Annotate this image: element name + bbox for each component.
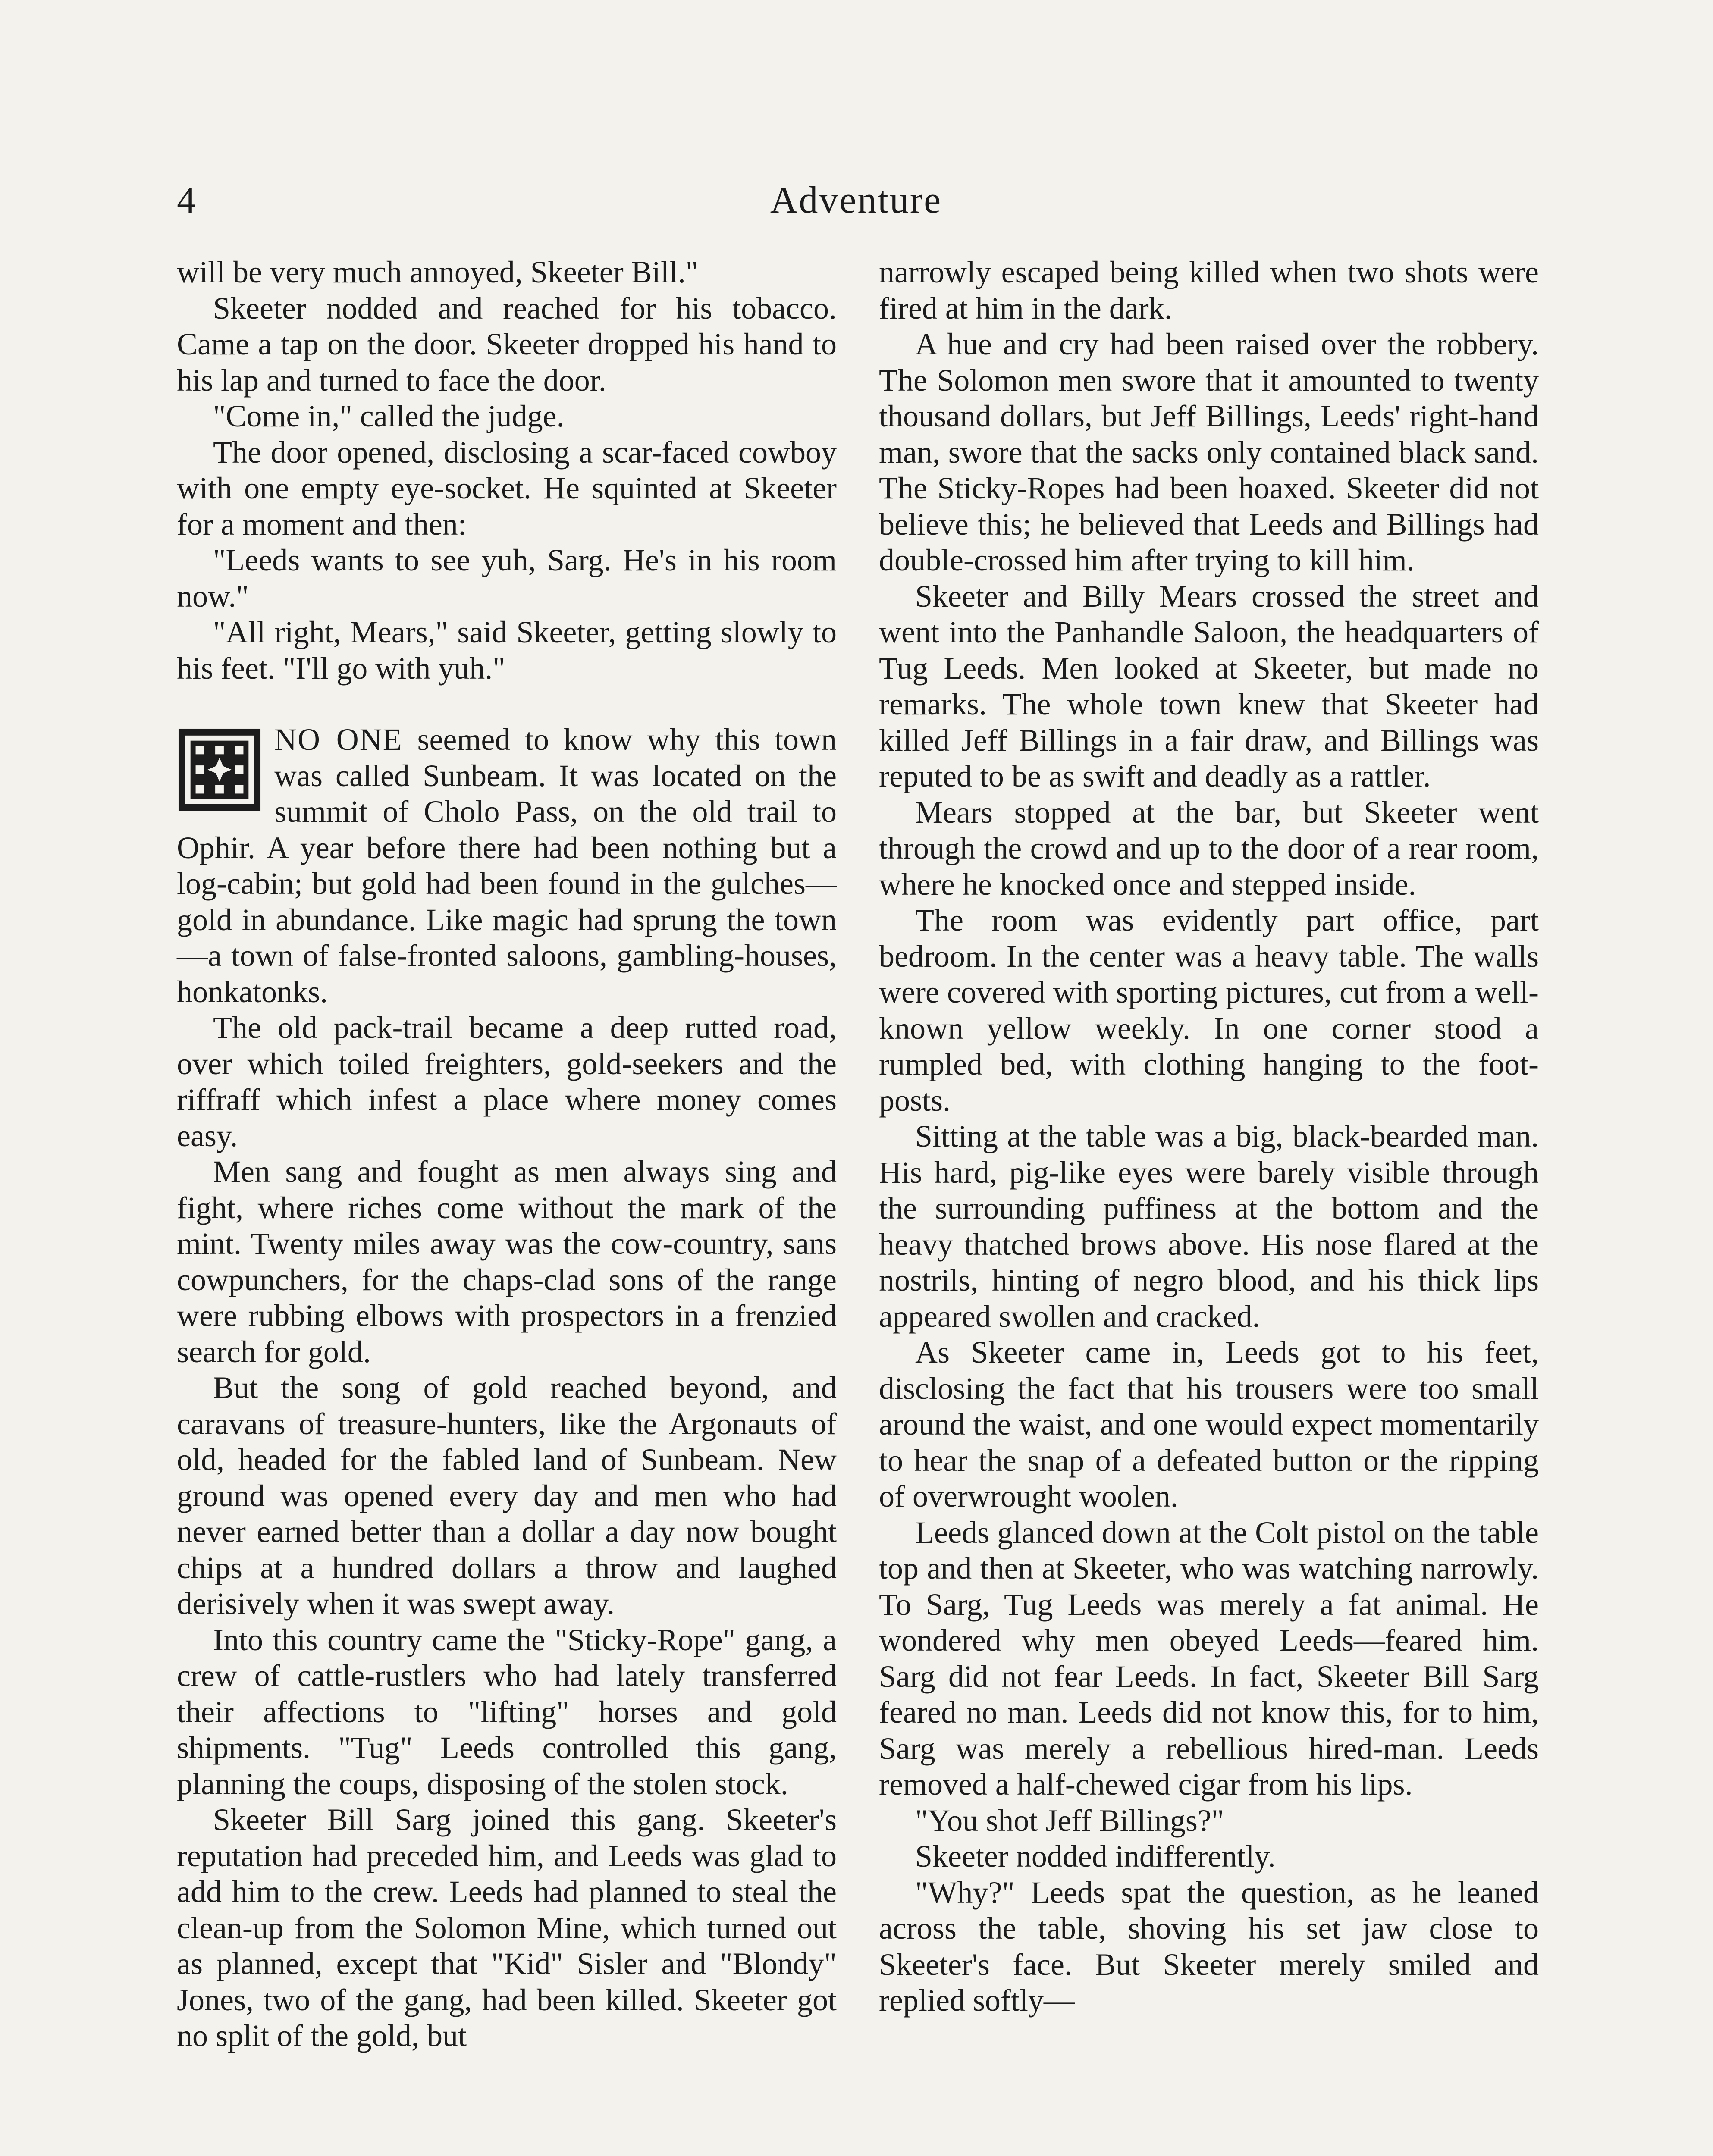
paragraph: Into this country came the "Sticky-Rope" gang, a crew of cattle-rustlers who had lately transferred their affections to "lifting" horses and gold shipments. "Tug" Leeds controlled this gang, planning the coups, disposing of the stolen stock. xyxy=(177,1622,837,1801)
paragraph: The room was evidently part office, part bedroom. In the center was a heavy table. The walls were covered with sporting pictures, cut from a well-known yellow weekly. In one corner stood a rumpled bed, with clothing hanging to the foot-posts. xyxy=(879,903,1539,1118)
paragraph: "Leeds wants to see yuh, Sarg. He's in his room now." xyxy=(177,543,837,614)
page-number: 4 xyxy=(177,179,196,221)
paragraph: will be very much annoyed, Skeeter Bill." xyxy=(177,255,699,289)
paragraph: Sitting at the table was a big, black-bearded man. His hard, pig-like eyes were barely visible through the surrounding puffiness at the bottom and the heavy thatched brows above. His nose flared at the nostrils, hinting of negro blood, and his thick lips appeared swollen and cracked. xyxy=(879,1119,1539,1334)
ornament-icon xyxy=(177,727,262,812)
paragraph: Leeds glanced down at the Colt pistol on the table top and then at Skeeter, who was watching narrowly. To Sarg, Tug Leeds was merely a fat animal. He wondered why men obeyed Leeds—feared him. Sarg did not fear Leeds. In fact, Skeeter Bill Sarg feared no man. Leeds did not know this, for to him, Sarg was merely a rebellious hired-man. Leeds removed a half-chewed cigar from his lips. xyxy=(879,1515,1539,1802)
paragraph: Mears stopped at the bar, but Skeeter went through the crowd and up to the door of a rear room, where he knocked once and stepped inside. xyxy=(879,795,1539,902)
paragraph: The door opened, disclosing a scar-faced cowboy with one empty eye-socket. He squinted at Skeeter for a moment and then: xyxy=(177,435,837,542)
paragraph: "You shot Jeff Billings?" xyxy=(915,1803,1224,1838)
paragraph: "Why?" Leeds spat the question, as he leaned across the table, shoving his set jaw close to Skeeter's face. But Skeeter merely smiled and replied softly— xyxy=(879,1875,1539,2018)
paragraph: As Skeeter came in, Leeds got to his feet, disclosing the fact that his trousers were too small around the waist, and one would expect momentarily to hear the snap of a defeated button or the ripping of overwrought woolen. xyxy=(879,1335,1539,1514)
paragraph: Skeeter nodded indifferently. xyxy=(915,1839,1276,1874)
paragraph: Skeeter Bill Sarg joined this gang. Skeeter's reputation had preceded him, and Leeds was glad to add him to the crew. Leeds had planned to steal the clean-up from the Solomon Mine, which turned out as planned, except that "Kid" Sisler and "Blondy" Jones, two of the gang, had been killed. Skeeter got no split of the gold, but xyxy=(177,1802,837,2053)
paragraph: The old pack-trail became a deep rutted road, over which toiled freighters, gold-seekers and the riffraff which infest a place where money comes easy. xyxy=(177,1010,837,1153)
right-column xyxy=(879,254,1539,2019)
paragraph: A hue and cry had been raised over the robbery. The Solomon men swore that it amounted to twenty thousand dollars, but Jeff Billings, Leeds' right-hand man, swore that the sacks only contained black sand. The Sticky-Ropes had been hoaxed. Skeeter did not believe this; he believed that Leeds and Billings had double-crossed him after trying to kill him. xyxy=(879,327,1539,577)
left-column xyxy=(177,254,837,2054)
paragraph: "All right, Mears," said Skeeter, getting slowly to his feet. "I'll go with yuh." xyxy=(177,615,837,686)
section-first-paragraph-text: seemed to know why this town was called Sunbeam. It was located on the summit of Cholo Pass, on the old trail to Ophir. A year before there had been nothing but a log-cabin; but gold had been found in the gulches—gold in abundance. Like magic had sprung the town—a town of false-fronted saloons, gambling-houses, honkatonks. xyxy=(177,722,837,1009)
section-lead-word: NO ONE xyxy=(274,722,403,757)
magazine-title: Adventure xyxy=(770,179,942,221)
paragraph: narrowly escaped being killed when two shots were fired at him in the dark. xyxy=(879,255,1539,326)
paragraph: Skeeter nodded and reached for his tobacco. Came a tap on the door. Skeeter dropped his hand to his lap and turned to face the door. xyxy=(177,291,837,398)
paragraph: "Come in," called the judge. xyxy=(213,399,565,433)
paragraph: Men sang and fought as men always sing and fight, where riches come without the mark of the mint. Twenty miles away was the cow-country, sans cowpunchers, for the chaps-clad sons of the range were rubbing elbows with prospectors in a frenzied search for gold. xyxy=(177,1154,837,1369)
paragraph: But the song of gold reached beyond, and caravans of treasure-hunters, like the Argonauts of old, headed for the fabled land of Sunbeam. New ground was opened every day and men who had never earned better than a dollar a day now bought chips at a hundred dollars a throw and laughed derisively when it was swept away. xyxy=(177,1370,837,1621)
section-first-paragraph xyxy=(177,722,837,1010)
paragraph: Skeeter and Billy Mears crossed the street and went into the Panhandle Saloon, the headquarters of Tug Leeds. Men looked at Skeeter, but made no remarks. The whole town knew that Skeeter had killed Jeff Billings in a fair draw, and Billings was reputed to be as swift and deadly as a rattler. xyxy=(879,579,1539,793)
section-break xyxy=(177,722,837,1010)
page-header xyxy=(173,168,1540,233)
